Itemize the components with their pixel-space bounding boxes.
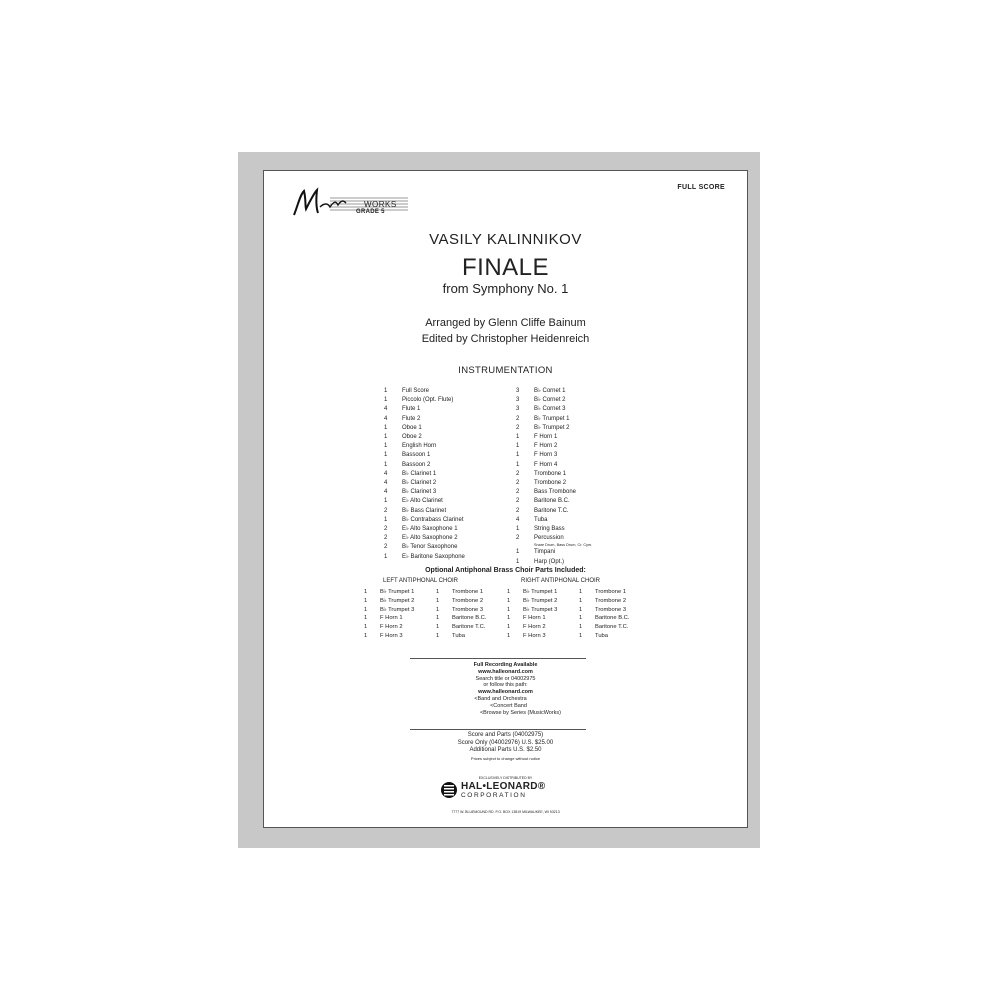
list-item: 1 F Horn 4 — [516, 461, 558, 468]
list-item: 2 Percussion — [516, 535, 564, 542]
svg-text:WORKS: WORKS — [364, 200, 397, 209]
list-item: 1 String Bass — [516, 526, 565, 533]
list-item: 2 E♭ Alto Saxophone 1 — [384, 526, 458, 533]
pricing-line-1: Score and Parts (04002975) — [467, 732, 544, 738]
list-item: 1 B♭ Trumpet 2 1 Trombone 2 — [507, 597, 627, 604]
list-item: 2 Bass Trombone — [516, 489, 577, 496]
recording-path-1: <Band and Orchestra — [474, 695, 527, 702]
publisher-corp: CORPORATION — [461, 792, 527, 799]
list-item: 1 B♭ Contrabass Clarinet — [384, 516, 464, 523]
list-item: 3 B♭ Cornet 3 — [516, 406, 566, 413]
recording-path-3: <Browse by Series (MusicWorks) — [479, 709, 562, 716]
list-item: 1 Oboe 1 — [384, 424, 422, 431]
list-item: 2 Baritone B.C. — [516, 498, 570, 505]
list-item: 1 F Horn 3 1 Tuba — [507, 632, 608, 639]
list-item: 2 B♭ Trumpet 1 — [516, 415, 570, 422]
percussion-detail: Snare Drum, Bass Drum, Cr. Cym. — [534, 543, 593, 548]
list-item: 1 F Horn 2 1 Baritone T.C. — [507, 624, 629, 631]
list-item: 4 Flute 2 — [384, 415, 421, 422]
list-item: 1 B♭ Trumpet 3 1 Trombone 3 — [364, 606, 484, 613]
grade-label: GRADE 5 — [356, 209, 385, 215]
full-score-label: FULL SCORE — [677, 184, 725, 191]
list-item: 1 Piccolo (Opt. Flute) — [384, 397, 454, 404]
musicworks-logo — [290, 185, 410, 221]
left-choir-list — [364, 588, 486, 641]
list-item: 1 Harp (Opt.) — [516, 558, 565, 565]
list-item: 1 Full Score — [384, 388, 430, 394]
distributed-by: EXCLUSIVELY DISTRIBUTED BY — [478, 776, 533, 780]
right-choir-list — [507, 588, 629, 641]
list-item: 3 B♭ Cornet 1 — [516, 388, 566, 394]
pricing-note: Prices subject to change without notice — [470, 755, 541, 761]
pricing-line-2: Score Only (04002976) U.S. $25.00 — [457, 739, 554, 746]
list-item: 2 Trombone 1 — [516, 470, 567, 477]
recording-site-link[interactable]: www.halleonard.com — [478, 668, 533, 675]
list-item: 4 B♭ Clarinet 2 — [384, 480, 437, 487]
instrumentation-list-left — [384, 387, 465, 562]
right-choir-heading: RIGHT ANTIPHONAL CHOIR — [521, 578, 601, 584]
list-item: 1 Bassoon 2 — [384, 461, 431, 468]
piece-title: FINALE — [461, 254, 550, 281]
list-item: 1 B♭ Trumpet 1 1 Trombone 1 — [364, 589, 484, 595]
instrumentation-heading: INSTRUMENTATION — [458, 365, 553, 376]
pricing-line-3: Additional Parts U.S. $2.50 — [469, 747, 542, 753]
list-item: 1 F Horn 1 1 Baritone B.C. — [507, 615, 630, 622]
recording-search-text: Search title or 04002975 — [475, 675, 536, 682]
antiphonal-heading: Optional Antiphonal Brass Choir Parts Included: — [425, 567, 586, 574]
pricing-info — [264, 732, 747, 762]
list-item: 2 Trombone 2 — [516, 480, 567, 487]
recording-heading: Full Recording Available — [473, 662, 538, 668]
list-item: 4 B♭ Clarinet 1 — [384, 470, 437, 477]
list-item: 1 English Horn — [384, 443, 437, 450]
recording-info — [264, 662, 747, 716]
list-item: 4 Tuba — [516, 516, 548, 523]
list-item: 1 E♭ Alto Clarinet — [384, 498, 443, 505]
list-item: 1 B♭ Trumpet 2 1 Trombone 2 — [364, 597, 484, 604]
list-item: 1 B♭ Trumpet 1 1 Trombone 1 — [507, 589, 627, 595]
score-cover-page — [263, 170, 748, 828]
list-item: 1 F Horn 1 1 Baritone B.C. — [364, 615, 487, 622]
list-item: 1 F Horn 2 — [516, 443, 558, 450]
list-item: 4 Flute 1 — [384, 406, 421, 413]
list-item: 2 B♭ Trumpet 2 — [516, 424, 570, 431]
list-item: 1 F Horn 2 1 Baritone T.C. — [364, 624, 486, 631]
divider — [410, 658, 586, 659]
instrumentation-list-right — [516, 387, 592, 567]
list-item: 2 B♭ Bass Clarinet — [384, 507, 447, 514]
list-item: 1 E♭ Baritone Saxophone — [384, 553, 465, 560]
list-item: 2 Baritone T.C. — [516, 507, 569, 514]
hal-leonard-logo — [439, 779, 569, 807]
publisher-address: 7777 W. BLUEMOUND RD. P.O. BOX 13819 MILWAUKEE, WI 53213 — [451, 810, 560, 814]
composer-name: VASILY KALINNIKOV — [429, 231, 582, 248]
list-item: 3 B♭ Cornet 2 — [516, 397, 566, 404]
editor-credit: Edited by Christopher Heidenreich — [421, 333, 590, 345]
list-item: 1 Bassoon 1 — [384, 452, 431, 459]
divider — [410, 729, 586, 730]
publisher-name: HAL•LEONARD® — [461, 781, 546, 792]
list-item: 2 E♭ Alto Saxophone 2 — [384, 535, 458, 542]
list-item: 1 B♭ Trumpet 3 1 Trombone 3 — [507, 606, 627, 613]
list-item: 2 B♭ Tenor Saxophone — [384, 544, 458, 551]
left-choir-heading: LEFT ANTIPHONAL CHOIR — [383, 578, 459, 584]
list-item: 4 B♭ Clarinet 3 — [384, 489, 437, 496]
recording-site-link-2[interactable]: www.halleonard.com — [478, 689, 533, 696]
piece-subtitle: from Symphony No. 1 — [442, 281, 569, 296]
list-item: 1 Oboe 2 — [384, 434, 422, 441]
list-item: 1 F Horn 3 1 Tuba — [364, 632, 465, 639]
list-item: 1 F Horn 1 — [516, 434, 558, 441]
arranger-credit: Arranged by Glenn Cliffe Bainum — [425, 317, 586, 329]
list-item: 1 F Horn 3 — [516, 452, 558, 459]
recording-path-2: <Concert Band — [490, 702, 527, 709]
recording-or-text: or follow this path: — [483, 682, 528, 689]
list-item: 1 Timpani — [516, 549, 556, 556]
